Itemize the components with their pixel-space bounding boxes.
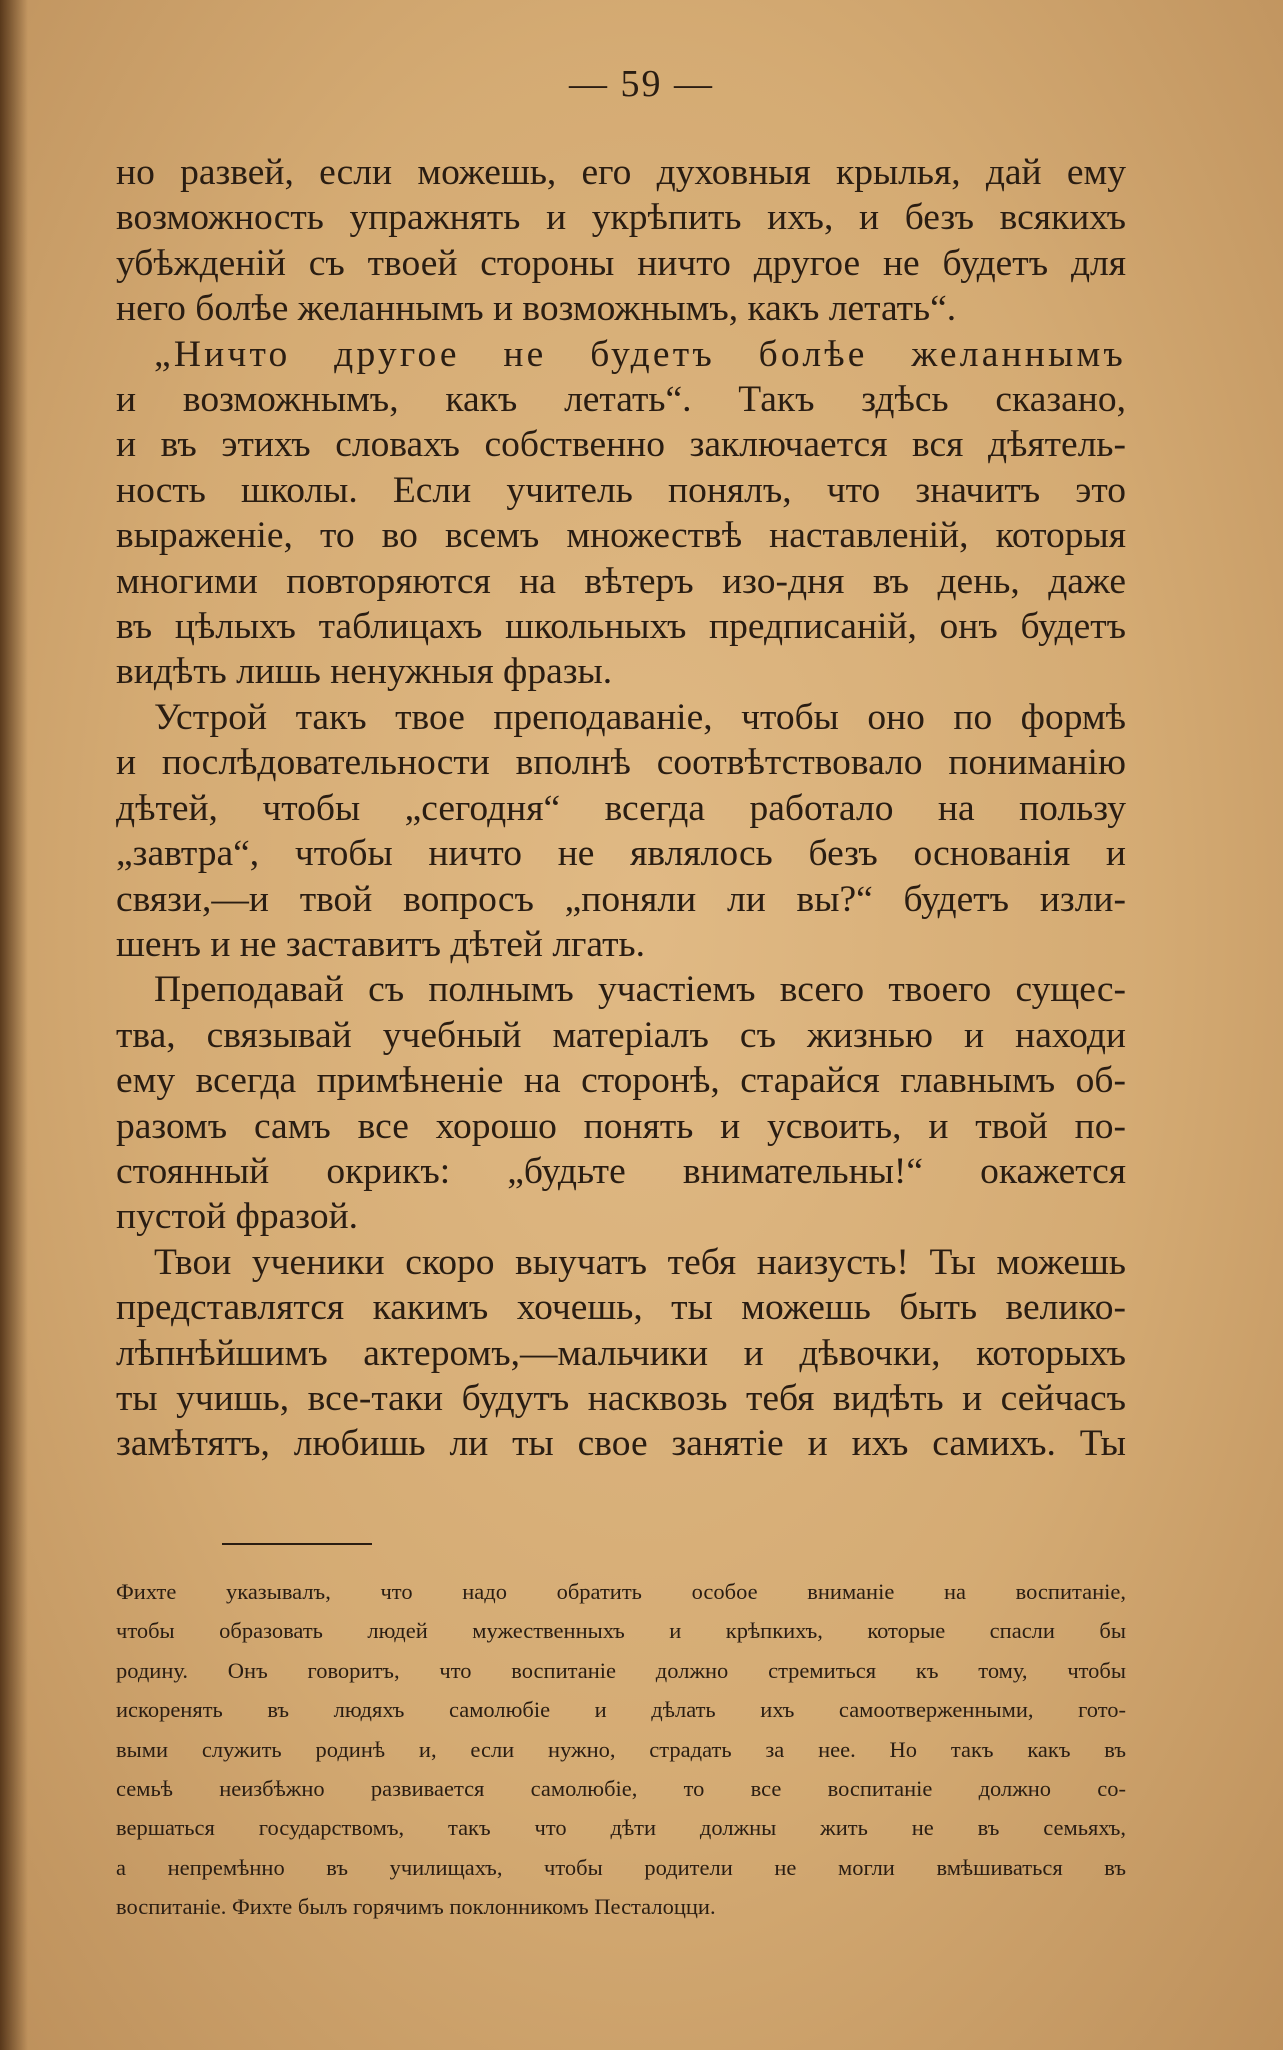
text-line: лѣпнѣйшимъ актеромъ,—мальчики и дѣвочки, которыхъ [116, 1332, 1126, 1374]
text-line: пустой фразой. [116, 1196, 359, 1238]
text-line: „завтра“, чтобы ничто не являлось безъ основанія и [116, 833, 1126, 875]
text-line: выраженіе, то во всемъ множествѣ наставленій, которыя [116, 515, 1126, 557]
paragraph-2 [116, 332, 1126, 695]
text-line: стоянный окрикъ: „будьте внимательны!“ окажется [116, 1150, 1126, 1192]
text-line: ты учишь, все-таки будутъ насквозь тебя видѣть и сейчасъ [116, 1377, 1126, 1419]
footnote-line: Фихте указывалъ, что надо обратить особое вниманіе на воспитаніе, [116, 1579, 1126, 1604]
text-line: видѣть лишь ненужныя фразы. [116, 651, 613, 693]
footnote-line: воспитаніе. Фихте былъ горячимъ поклонникомъ Песталоцци. [116, 1894, 716, 1920]
text-line: Преподавай съ полнымъ участіемъ всего твоего сущес- [154, 969, 1126, 1011]
text-line: тва, связывай учебный матеріалъ съ жизнью и находи [116, 1014, 1126, 1056]
text-line: многими повторяются на вѣтеръ изо-дня въ день, даже [116, 560, 1126, 602]
text-line: возможность упражнять и укрѣпить ихъ, и безъ всякихъ [116, 197, 1126, 239]
page-number: — 59 — [569, 63, 714, 105]
text-line: шенъ и не заставитъ дѣтей лгать. [116, 923, 645, 965]
text-line: дѣтей, чтобы „сегодня“ всегда работало на пользу [116, 787, 1126, 829]
text-line: въ цѣлыхъ таблицахъ школьныхъ предписаній, онъ будетъ [116, 606, 1126, 648]
text-line: и возможнымъ, какъ летать“. Такъ здѣсь сказано, [116, 379, 1126, 421]
page-edge-shadow [0, 0, 28, 2050]
footnote-line: чтобы образовать людей мужественныхъ и крѣпкихъ, которые спасли бы [116, 1618, 1126, 1644]
paragraph-4 [116, 967, 1126, 1239]
text-line: замѣтятъ, любишь ли ты свое занятіе и ихъ самихъ. Ты [116, 1423, 1126, 1465]
text-line: ность школы. Если учитель понялъ, что значитъ это [116, 469, 1126, 511]
footnote-line: выми служить родинѣ и, если нужно, страдать за нее. Но такъ какъ въ [116, 1736, 1126, 1762]
footnote-line: а непремѣнно въ училищахъ, чтобы родители не могли вмѣшиваться въ [116, 1854, 1126, 1880]
paragraph-1 [116, 150, 1126, 332]
text-line: и послѣдовательности вполнѣ соотвѣтствовало пониманію [116, 742, 1126, 784]
main-text [116, 150, 1126, 1467]
footnote-separator [222, 1543, 372, 1545]
text-line: Твои ученики скоро выучатъ тебя наизусть! Ты можешь [154, 1241, 1126, 1283]
text-line: „Ничто другое не будетъ болѣе желаннымъ [154, 333, 1126, 375]
text-line: но развей, если можешь, его духовныя крылья, дай ему [116, 152, 1126, 193]
footnote-line: родину. Онъ говоритъ, что воспитаніе должно стремиться къ тому, чтобы [116, 1657, 1126, 1683]
text-line: ему всегда примѣненіе на сторонѣ, старайся главнымъ об- [116, 1060, 1126, 1102]
footnote-line: искоренять въ людяхъ самолюбіе и дѣлать ихъ самоотверженными, гото- [116, 1697, 1126, 1723]
text-line: и въ этихъ словахъ собственно заключается вся дѣятель- [116, 424, 1126, 466]
paragraph-5 [116, 1240, 1126, 1467]
text-line: разомъ самъ все хорошо понять и усвоить, и твой по- [116, 1105, 1126, 1147]
text-line: Устрой такъ твое преподаваніе, чтобы оно по формѣ [154, 696, 1126, 738]
footnote [116, 1572, 1126, 1927]
text-line: представлятся какимъ хочешь, ты можешь быть велико- [116, 1287, 1126, 1329]
paragraph-3 [116, 695, 1126, 967]
text-line: него болѣе желаннымъ и возможнымъ, какъ летать“. [116, 288, 957, 330]
footnote-line: семьѣ неизбѣжно развивается самолюбіе, то все воспитаніе должно со- [116, 1776, 1126, 1802]
footnote-line: вершаться государствомъ, такъ что дѣти должны жить не въ семьяхъ, [116, 1815, 1126, 1841]
text-line: убѣжденій съ твоей стороны ничто другое не будетъ для [116, 242, 1126, 284]
text-line: связи,—и твой вопросъ „поняли ли вы?“ будетъ изли- [116, 878, 1126, 920]
